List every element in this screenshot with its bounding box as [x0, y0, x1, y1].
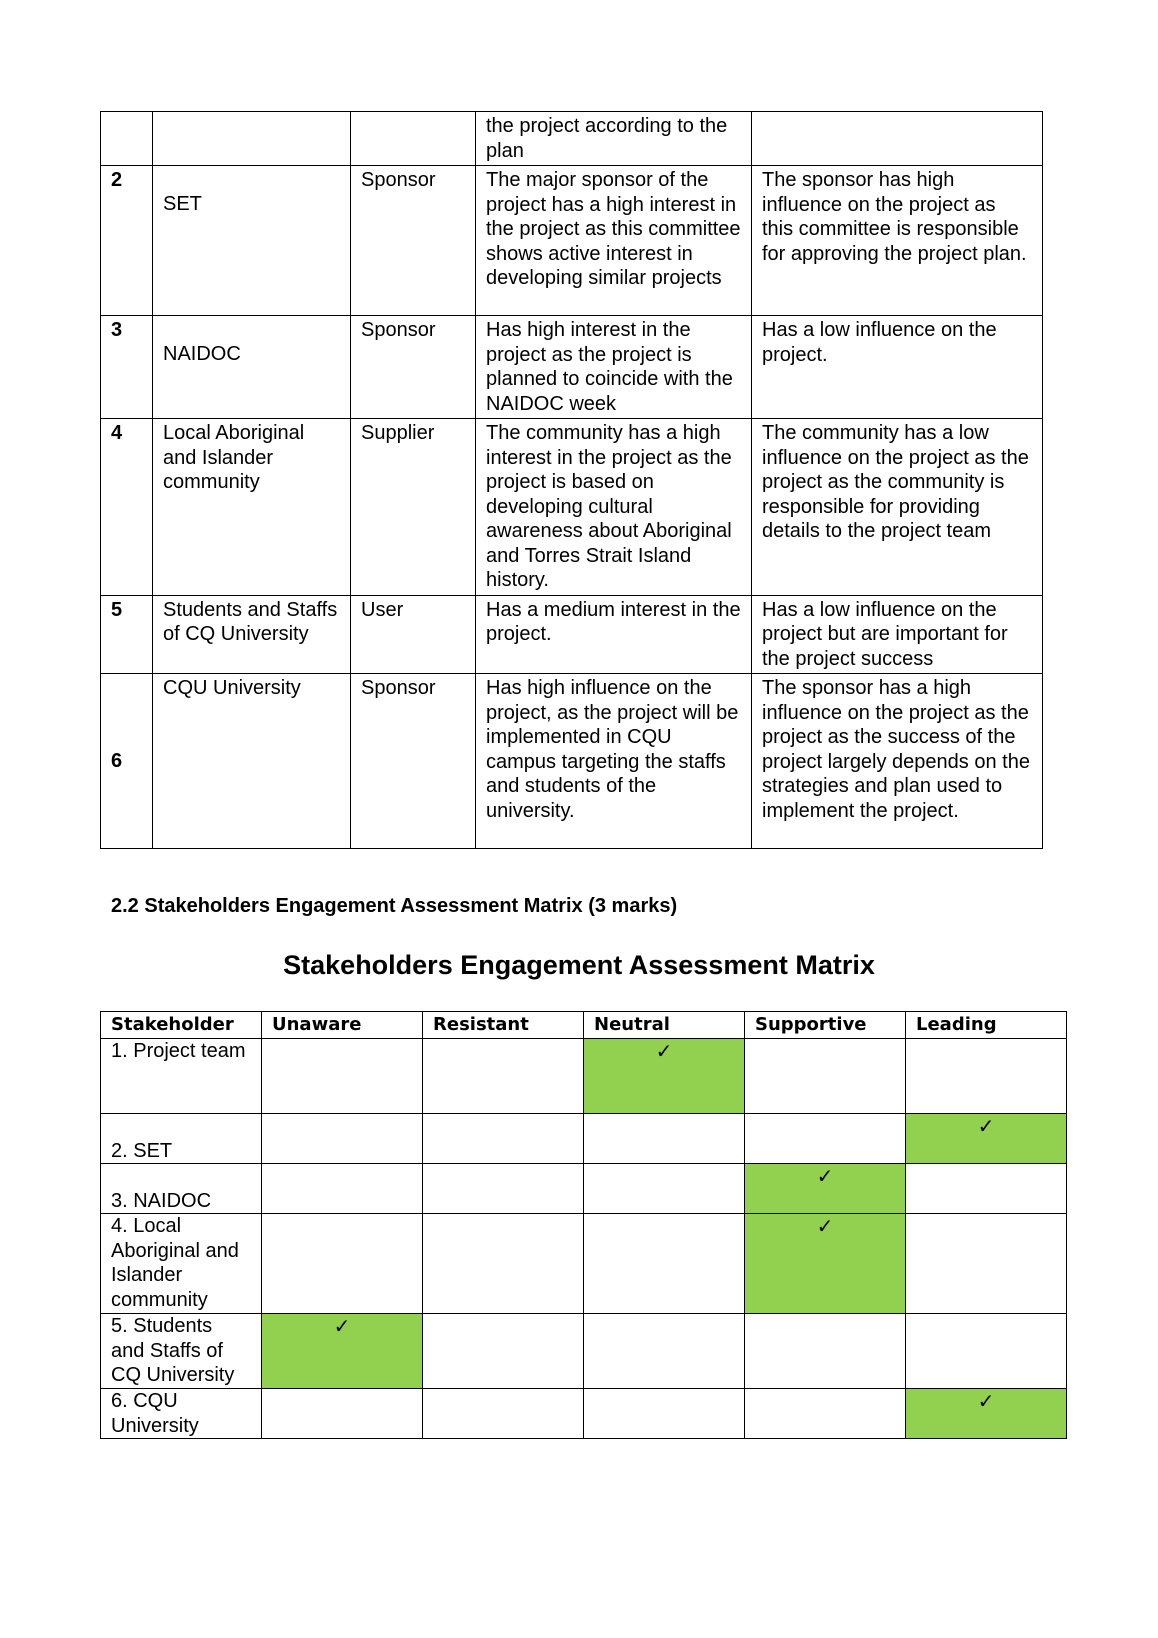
- influence-cell: The sponsor has a high influence on the project as the project as the success of the project largely depends on the strategies and plan used to implement the project.: [752, 674, 1043, 849]
- interest-cell: The community has a high interest in the project as the project is based on developing cultural awareness about Aboriginal and Torres Strait Island history.: [476, 419, 752, 596]
- row-number: 3: [101, 316, 153, 419]
- level-cell-resistant: [423, 1314, 584, 1389]
- engagement-matrix-table: [100, 1011, 1067, 1439]
- matrix-row: [101, 1039, 1067, 1114]
- check-mark-icon: ✓: [333, 1314, 351, 1338]
- level-cell-leading: [906, 1314, 1067, 1389]
- table-cell: [752, 112, 1043, 166]
- row-number: 4: [101, 419, 153, 596]
- matrix-row: [101, 1214, 1067, 1314]
- table-row: [101, 316, 1043, 419]
- header-unaware: Unaware: [262, 1012, 423, 1039]
- table-row: [101, 595, 1043, 674]
- matrix-stakeholder: 1. Project team: [101, 1039, 262, 1114]
- stakeholder-role: Sponsor: [351, 674, 476, 849]
- matrix-stakeholder: 4. Local Aboriginal and Islander community: [101, 1214, 262, 1314]
- level-cell-neutral: [584, 1314, 745, 1389]
- level-cell-supportive: [745, 1164, 906, 1214]
- header-supportive: Supportive: [745, 1012, 906, 1039]
- influence-cell: Has a low influence on the project.: [752, 316, 1043, 419]
- stakeholder-name: CQU University: [153, 674, 351, 849]
- stakeholder-name: [153, 316, 351, 419]
- level-cell-unaware: [262, 1214, 423, 1314]
- check-mark-icon: ✓: [816, 1214, 834, 1238]
- matrix-header-row: [101, 1012, 1067, 1039]
- matrix-row: [101, 1114, 1067, 1164]
- level-cell-unaware: [262, 1389, 423, 1439]
- stakeholder-name: Students and Staffs of CQ University: [153, 595, 351, 674]
- stakeholder-name-text: NAIDOC: [163, 343, 241, 365]
- row-number: 2: [101, 166, 153, 316]
- stakeholder-name: Local Aboriginal and Islander community: [153, 419, 351, 596]
- level-cell-neutral: [584, 1164, 745, 1214]
- section-heading: 2.2 Stakeholders Engagement Assessment Matrix (3 marks): [111, 895, 678, 917]
- level-cell-supportive: [745, 1114, 906, 1164]
- table-row: [101, 166, 1043, 316]
- level-cell-leading: [906, 1164, 1067, 1214]
- level-cell-neutral: [584, 1039, 745, 1114]
- level-cell-neutral: [584, 1389, 745, 1439]
- interest-cell: The major sponsor of the project has a high interest in the project as this committee shows active interest in developing similar projects: [476, 166, 752, 316]
- level-cell-unaware: [262, 1164, 423, 1214]
- stakeholder-role: Supplier: [351, 419, 476, 596]
- level-cell-resistant: [423, 1214, 584, 1314]
- level-cell-leading: [906, 1039, 1067, 1114]
- header-leading: Leading: [906, 1012, 1067, 1039]
- check-mark-icon: ✓: [977, 1114, 995, 1138]
- level-cell-unaware: [262, 1039, 423, 1114]
- stakeholder-analysis-table: [100, 111, 1043, 849]
- level-cell-supportive: [745, 1389, 906, 1439]
- table-row: [101, 419, 1043, 596]
- header-neutral: Neutral: [584, 1012, 745, 1039]
- header-resistant: Resistant: [423, 1012, 584, 1039]
- level-cell-leading: [906, 1214, 1067, 1314]
- matrix-title: Stakeholders Engagement Assessment Matrix: [283, 950, 875, 980]
- matrix-row: [101, 1164, 1067, 1214]
- influence-cell: The community has a low influence on the project as the project as the community is responsible for providing details to the project team: [752, 419, 1043, 596]
- level-cell-resistant: [423, 1114, 584, 1164]
- interest-cell: the project according to the plan: [476, 112, 752, 166]
- stakeholder-role: Sponsor: [351, 166, 476, 316]
- level-cell-leading: [906, 1389, 1067, 1439]
- level-cell-neutral: [584, 1114, 745, 1164]
- table-cell: [153, 112, 351, 166]
- check-mark-icon: ✓: [816, 1164, 834, 1188]
- check-mark-icon: ✓: [977, 1389, 995, 1413]
- matrix-stakeholder: 6. CQU University: [101, 1389, 262, 1439]
- row-number: 5: [101, 595, 153, 674]
- level-cell-unaware: [262, 1314, 423, 1389]
- interest-cell: Has high interest in the project as the project is planned to coincide with the NAIDOC week: [476, 316, 752, 419]
- table-cell: [101, 112, 153, 166]
- level-cell-neutral: [584, 1214, 745, 1314]
- level-cell-supportive: [745, 1314, 906, 1389]
- check-mark-icon: ✓: [655, 1039, 673, 1063]
- header-stakeholder: Stakeholder: [101, 1012, 262, 1039]
- level-cell-unaware: [262, 1114, 423, 1164]
- level-cell-resistant: [423, 1389, 584, 1439]
- level-cell-leading: [906, 1114, 1067, 1164]
- stakeholder-name-text: SET: [163, 193, 202, 215]
- matrix-stakeholder: 2. SET: [101, 1114, 262, 1164]
- stakeholder-role: Sponsor: [351, 316, 476, 419]
- level-cell-resistant: [423, 1039, 584, 1114]
- influence-cell: Has a low influence on the project but are important for the project success: [752, 595, 1043, 674]
- influence-cell: The sponsor has high influence on the project as this committee is responsible for approving the project plan.: [752, 166, 1043, 316]
- level-cell-supportive: [745, 1214, 906, 1314]
- table-row: [101, 112, 1043, 166]
- level-cell-supportive: [745, 1039, 906, 1114]
- interest-cell: Has high influence on the project, as the project will be implemented in CQU campus targeting the staffs and students of the university.: [476, 674, 752, 849]
- interest-cell: Has a medium interest in the project.: [476, 595, 752, 674]
- matrix-row: [101, 1389, 1067, 1439]
- matrix-stakeholder: 5. Students and Staffs of CQ University: [101, 1314, 262, 1389]
- level-cell-resistant: [423, 1164, 584, 1214]
- stakeholder-role: User: [351, 595, 476, 674]
- matrix-stakeholder: 3. NAIDOC: [101, 1164, 262, 1214]
- table-cell: [351, 112, 476, 166]
- row-number: 6: [101, 674, 153, 849]
- matrix-row: [101, 1314, 1067, 1389]
- stakeholder-name: [153, 166, 351, 316]
- table-row: [101, 674, 1043, 849]
